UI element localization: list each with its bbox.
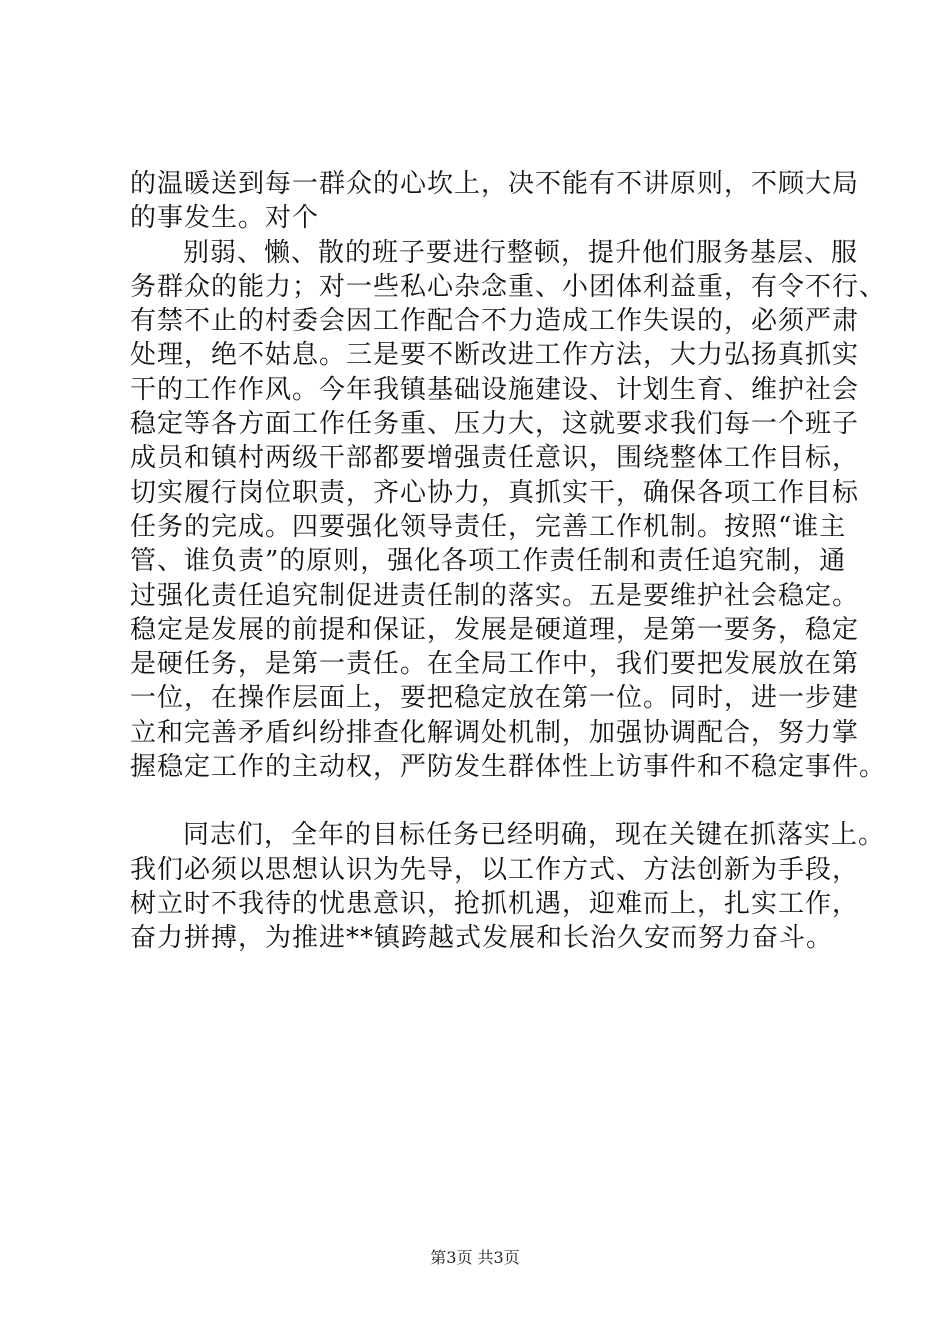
paragraph-2 xyxy=(130,236,887,785)
text-line: 是硬任务，是第一责任。在全局工作中，我们要把发展放在第 xyxy=(130,649,860,680)
text-line: 同志们，全年的目标任务已经明确，现在关键在抓落实上。 xyxy=(183,820,886,851)
text-line: 成员和镇村两级干部都要增强责任意识，围绕整体工作目标， xyxy=(130,443,860,474)
text-line: 管、谁负责”的原则，强化各项工作责任制和责任追究制，通 xyxy=(130,546,847,577)
page-number-footer: 第3页 共3页 xyxy=(430,1248,520,1267)
text-line: 的事发生。对个 xyxy=(130,203,320,234)
text-line: 处理，绝不姑息。三是要不断改进工作方法，大力弘扬真抓实 xyxy=(130,340,860,371)
text-line: 树立时不我待的忧患意识，抢抓机遇，迎难而上，扎实工作， xyxy=(130,888,860,919)
text-line: 别弱、懒、散的班子要进行整顿，提升他们服务基层、服 xyxy=(183,237,859,268)
text-line: 稳定是发展的前提和保证，发展是硬道理，是第一要务，稳定 xyxy=(130,614,860,645)
document-body xyxy=(130,167,887,956)
text-line: 切实履行岗位职责，齐心协力，真抓实干，确保各项工作目标 xyxy=(130,477,860,508)
text-line: 任务的完成。四要强化领导责任，完善工作机制。按照“谁主 xyxy=(130,511,847,542)
paragraph-3 xyxy=(130,818,886,955)
text-line: 的温暖送到每一群众的心坎上，决不能有不讲原则，不顾大局 xyxy=(130,169,860,199)
text-line: 有禁不止的村委会因工作配合不力造成工作失误的，必须严肃 xyxy=(130,306,860,337)
text-line: 过强化责任追究制促进责任制的落实。五是要维护社会稳定。 xyxy=(130,580,860,611)
text-line: 务群众的能力；对一些私心杂念重、小团体利益重，有令不行、 xyxy=(130,271,887,302)
text-line: 干的工作作风。今年我镇基础设施建设、计划生育、维护社会 xyxy=(130,374,860,405)
paragraph-1 xyxy=(130,167,860,236)
text-line: 立和完善矛盾纠纷排查化解调处机制，加强协调配合，努力掌 xyxy=(130,717,860,748)
text-line: 我们必须以思想认识为先导，以工作方式、方法创新为手段， xyxy=(130,854,860,885)
text-line: 奋力拼搏，为推进**镇跨越式发展和长治久安而努力奋斗。 xyxy=(130,923,834,954)
text-line: 一位，在操作层面上，要把稳定放在第一位。同时，进一步建 xyxy=(130,683,860,714)
text-line: 握稳定工作的主动权，严防发生群体性上访事件和不稳定事件。 xyxy=(130,752,887,783)
paragraph-spacer xyxy=(130,784,850,818)
text-line: 稳定等各方面工作任务重、压力大，这就要求我们每一个班子 xyxy=(130,409,860,440)
